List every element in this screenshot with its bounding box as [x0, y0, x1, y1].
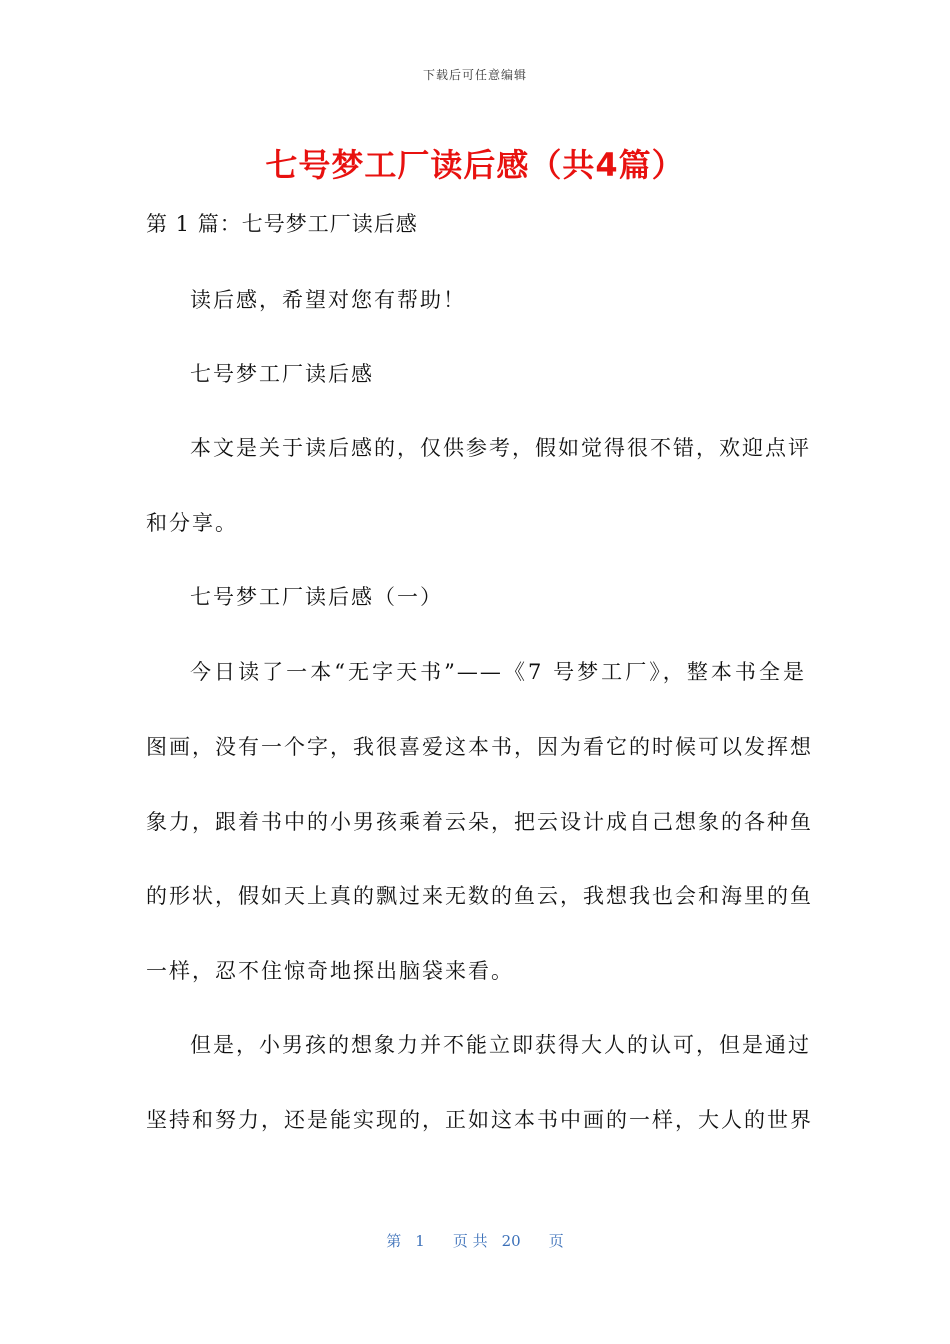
document-title: 七号梦工厂读后感（共4篇）	[265, 146, 685, 184]
header-note: 下载后可任意编辑	[422, 68, 527, 82]
paragraph-line: 读后感，希望对您有帮助！	[190, 288, 466, 312]
footer-suffix: 页	[548, 1232, 564, 1250]
paragraph-line: 但是，小男孩的想象力并不能立即获得大人的认可，但是通过	[190, 1033, 811, 1057]
section-heading: 七号梦工厂读后感	[190, 362, 374, 386]
footer-prefix: 第	[386, 1232, 402, 1250]
chapter-heading: 第 1 篇：七号梦工厂读后感	[146, 212, 418, 236]
paragraph-line: 本文是关于读后感的，仅供参考，假如觉得很不错，欢迎点评	[190, 436, 811, 460]
total-pages-number: 20	[501, 1232, 521, 1250]
paragraph-line: 象力，跟着书中的小男孩乘着云朵，把云设计成自己想象的各种鱼	[146, 810, 813, 834]
paragraph-line: 今日读了一本“无字天书”——《7 号梦工厂》，整本书全是	[190, 660, 806, 684]
paragraph-line: 图画，没有一个字，我很喜爱这本书，因为看它的时候可以发挥想	[146, 735, 813, 759]
paragraph-line: 的形状，假如天上真的飘过来无数的鱼云，我想我也会和海里的鱼	[146, 884, 813, 908]
paragraph-line: 和分享。	[146, 511, 238, 535]
section-heading: 七号梦工厂读后感（一）	[190, 585, 443, 609]
footer-mid: 页 共	[452, 1232, 488, 1250]
page-footer	[0, 1230, 950, 1251]
paragraph-line: 坚持和努力，还是能实现的，正如这本书中画的一样，大人的世界	[146, 1108, 813, 1132]
current-page-number: 1	[415, 1232, 425, 1250]
paragraph-line: 一样，忍不住惊奇地探出脑袋来看。	[146, 959, 514, 983]
